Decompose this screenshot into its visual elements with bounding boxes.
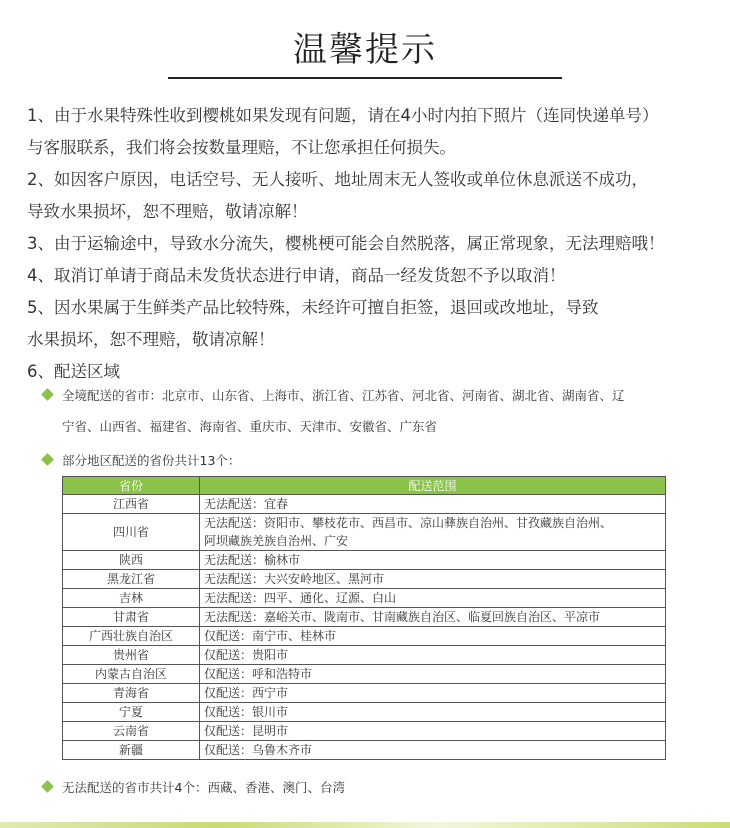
note-6: 6、配送区域 xyxy=(27,362,120,381)
delivery-zones-table xyxy=(62,476,666,760)
scope-cell xyxy=(200,703,666,722)
note-2-cont: 导致水果损坏，恕不理赔，敬请凉解！ xyxy=(27,202,308,221)
table-row xyxy=(63,741,666,760)
diamond-bullet-icon xyxy=(41,780,54,793)
page-title: 温馨提示 xyxy=(293,30,437,70)
scope-line: 无法配送：宜春 xyxy=(204,497,289,511)
table-row xyxy=(63,684,666,703)
province-cell: 云南省 xyxy=(63,722,200,741)
province-cell: 甘肃省 xyxy=(63,608,200,627)
province-cell: 陕西 xyxy=(63,551,200,570)
table-row xyxy=(63,627,666,646)
province-cell: 贵州省 xyxy=(63,646,200,665)
scope-cell xyxy=(200,570,666,589)
scope-line: 仅配送：乌鲁木齐市 xyxy=(204,743,313,757)
full-delivery-line1: 全境配送的省市：北京市、山东省、上海市、浙江省、江苏省、河北省、河南省、湖北省、湖南省、辽 xyxy=(62,388,625,403)
bottom-decor-bar xyxy=(0,822,730,828)
notes-list xyxy=(27,100,717,388)
table-row xyxy=(63,722,666,741)
scope-cell xyxy=(200,722,666,741)
header-scope: 配送范围 xyxy=(200,477,666,495)
province-cell: 青海省 xyxy=(63,684,200,703)
table-row xyxy=(63,665,666,684)
note-5: 5、因水果属于生鲜类产品比较特殊，未经许可擅自拒签，退回或改地址，导致 xyxy=(27,298,599,317)
table-row xyxy=(63,608,666,627)
province-cell: 江西省 xyxy=(63,495,200,514)
table-row xyxy=(63,495,666,514)
province-cell: 内蒙古自治区 xyxy=(63,665,200,684)
scope-line: 无法配送：资阳市、攀枝花市、西昌市、凉山彝族自治州、甘孜藏族自治州、 xyxy=(204,516,613,530)
province-cell: 吉林 xyxy=(63,589,200,608)
note-1: 1、由于水果特殊性收到樱桃如果发现有问题，请在4小时内拍下照片（连同快递单号） xyxy=(27,106,659,125)
note-1-cont: 与客服联系，我们将会按数量理赔，不让您承担任何损失。 xyxy=(27,138,456,157)
scope-cell xyxy=(200,646,666,665)
scope-cell xyxy=(200,495,666,514)
no-delivery-item xyxy=(43,778,345,796)
scope-line: 无法配送：四平、通化、辽源、白山 xyxy=(204,591,397,605)
title-underline xyxy=(168,77,562,79)
full-delivery-line2: 宁省、山西省、福建省、海南省、重庆市、天津市、安徽省、广东省 xyxy=(62,419,438,434)
note-3: 3、由于运输途中，导致水分流失，樱桃梗可能会自然脱落，属正常现象，无法理赔哦！ xyxy=(27,234,665,253)
table-row xyxy=(63,514,666,551)
table-row xyxy=(63,589,666,608)
scope-line: 仅配送：银川市 xyxy=(204,705,289,719)
scope-cell xyxy=(200,551,666,570)
diamond-bullet-icon xyxy=(41,453,54,466)
scope-cell xyxy=(200,665,666,684)
scope-line: 仅配送：贵阳市 xyxy=(204,648,289,662)
scope-cell xyxy=(200,627,666,646)
scope-cell xyxy=(200,684,666,703)
scope-line: 仅配送：呼和浩特市 xyxy=(204,667,313,681)
table-header-row xyxy=(63,477,666,495)
scope-line: 仅配送：西宁市 xyxy=(204,686,289,700)
note-4: 4、取消订单请于商品未发货状态进行申请，商品一经发货恕不予以取消！ xyxy=(27,266,566,285)
no-delivery-text: 无法配送的省市共计4个：西藏、香港、澳门、台湾 xyxy=(62,780,345,795)
scope-line: 仅配送：南宁市、桂林市 xyxy=(204,629,337,643)
diamond-bullet-icon xyxy=(41,388,54,401)
full-delivery-item xyxy=(43,386,625,404)
table-body xyxy=(63,495,666,760)
scope-cell xyxy=(200,589,666,608)
scope-line: 无法配送：榆林市 xyxy=(204,553,301,567)
scope-cell xyxy=(200,608,666,627)
province-cell: 新疆 xyxy=(63,741,200,760)
scope-line: 仅配送：昆明市 xyxy=(204,724,289,738)
table-row xyxy=(63,646,666,665)
province-cell: 四川省 xyxy=(63,514,200,551)
table-row xyxy=(63,551,666,570)
province-cell: 黑龙江省 xyxy=(63,570,200,589)
province-cell: 宁夏 xyxy=(63,703,200,722)
province-cell: 广西壮族自治区 xyxy=(63,627,200,646)
table-row xyxy=(63,570,666,589)
partial-heading-text: 部分地区配送的省份共计13个： xyxy=(62,453,241,468)
scope-line: 阿坝藏族羌族自治州、广安 xyxy=(204,534,349,548)
scope-line: 无法配送：大兴安岭地区、黑河市 xyxy=(204,572,385,586)
scope-cell xyxy=(200,741,666,760)
partial-delivery-heading xyxy=(43,451,240,469)
note-2: 2、如因客户原因，电话空号、无人接听、地址周末无人签收或单位休息派送不成功， xyxy=(27,170,648,189)
scope-cell xyxy=(200,514,666,551)
scope-line: 无法配送：嘉峪关市、陇南市、甘南藏族自治区、临夏回族自治区、平凉市 xyxy=(204,610,601,624)
header-province: 省份 xyxy=(63,477,200,495)
note-5-cont: 水果损坏，恕不理赔，敬请凉解！ xyxy=(27,330,275,349)
table-row xyxy=(63,703,666,722)
